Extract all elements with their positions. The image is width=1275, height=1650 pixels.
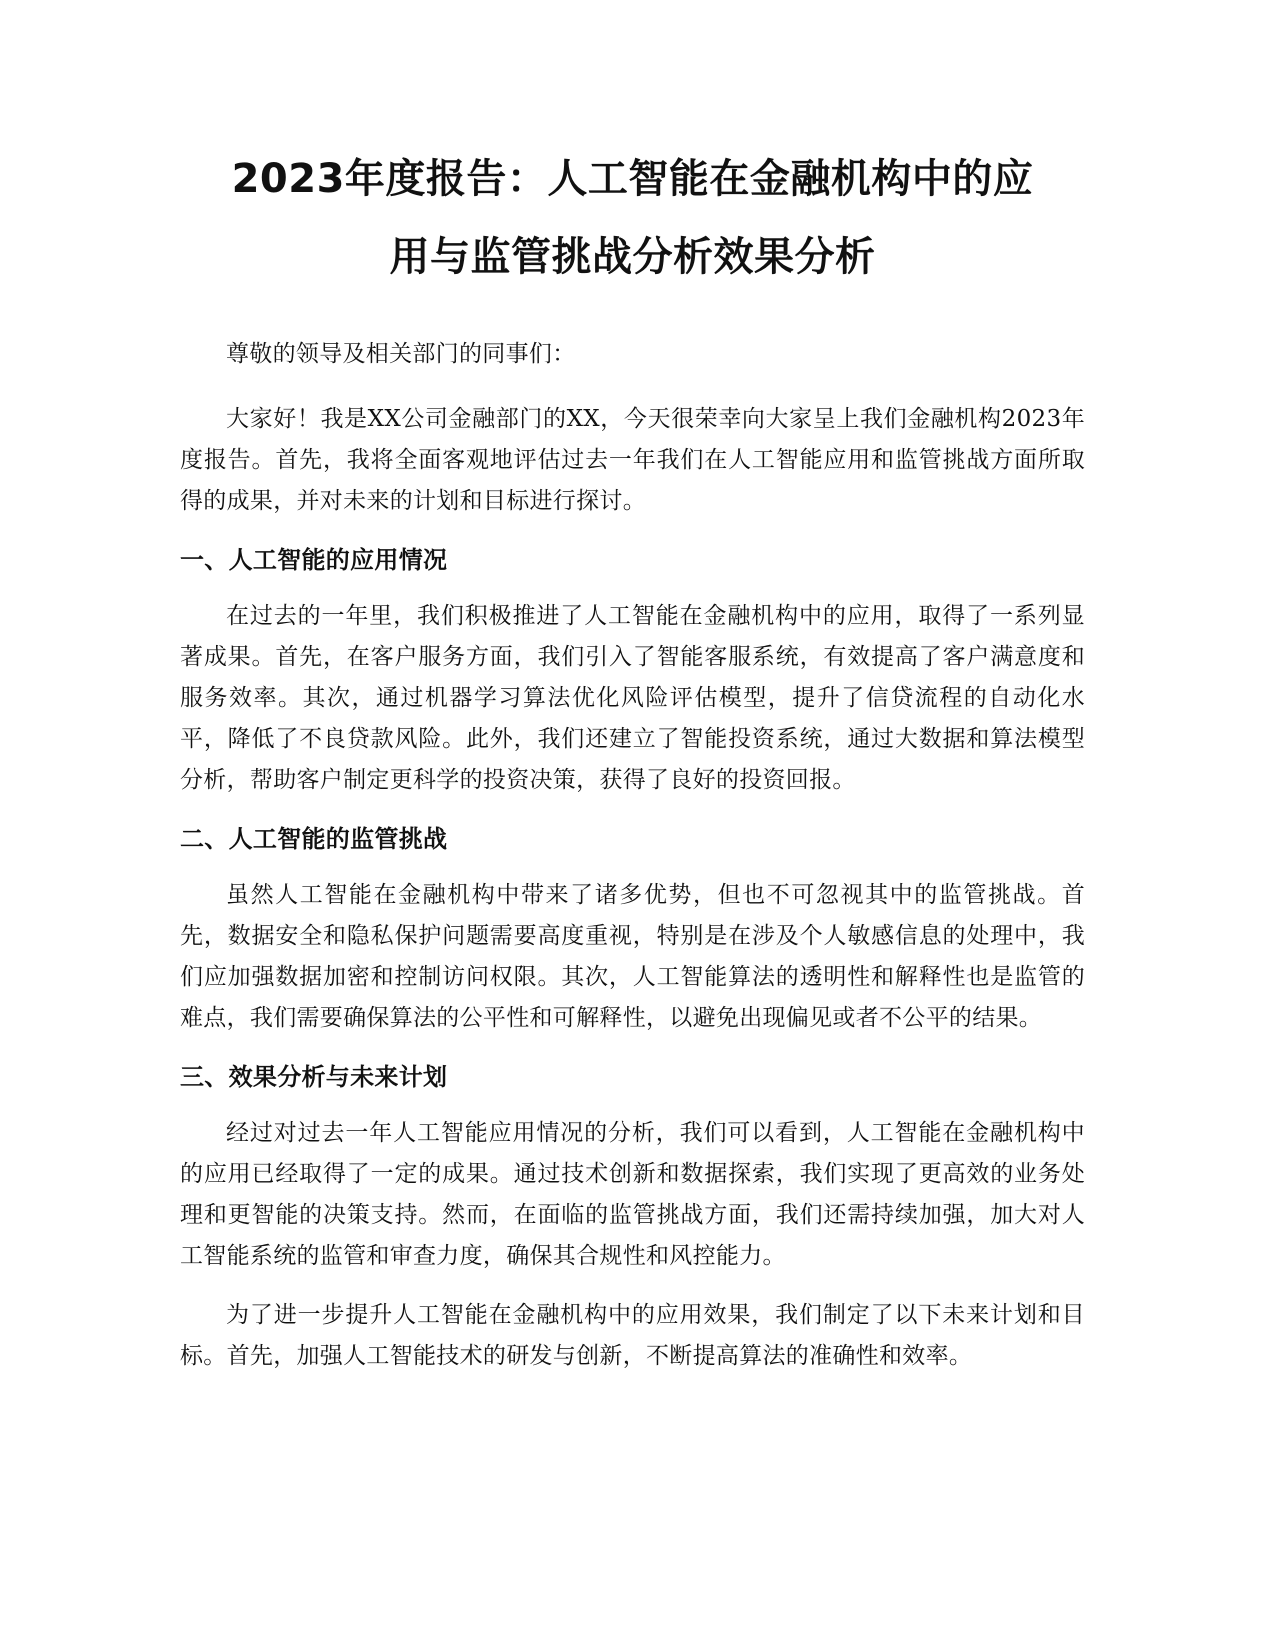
intro-paragraph: 大家好！我是XX公司金融部门的XX，今天很荣幸向大家呈上我们金融机构2023年度报告。首先，我将全面客观地评估过去一年我们在人工智能应用和监管挑战方面所取得的成果，并对未来的计划和目标进行探讨。 xyxy=(180,406,1085,514)
document-title xyxy=(180,140,1085,296)
section-regulation-paragraph: 虽然人工智能在金融机构中带来了诸多优势，但也不可忽视其中的监管挑战。首先，数据安全和隐私保护问题需要高度重视，特别是在涉及个人敏感信息的处理中，我们应加强数据加密和控制访问权限。其次，人工智能算法的透明性和解释性也是监管的难点，我们需要确保算法的公平性和可解释性，以避免出现偏见或者不公平的结果。 xyxy=(180,882,1085,1031)
section-heading-analysis: 三、效果分析与未来计划 xyxy=(180,1063,448,1091)
section-analysis-paragraph-2: 为了进一步提升人工智能在金融机构中的应用效果，我们制定了以下未来计划和目标。首先，加强人工智能技术的研发与创新，不断提高算法的准确性和效率。 xyxy=(180,1302,1085,1369)
section-analysis-paragraph-1: 经过对过去一年人工智能应用情况的分析，我们可以看到，人工智能在金融机构中的应用已经取得了一定的成果。通过技术创新和数据探索，我们实现了更高效的业务处理和更智能的决策支持。然而，在面临的监管挑战方面，我们还需持续加强，加大对人工智能系统的监管和审查力度，确保其合规性和风控能力。 xyxy=(180,1120,1085,1269)
section-application-paragraph: 在过去的一年里，我们积极推进了人工智能在金融机构中的应用，取得了一系列显著成果。首先，在客户服务方面，我们引入了智能客服系统，有效提高了客户满意度和服务效率。其次，通过机器学习算法优化风险评估模型，提升了信贷流程的自动化水平，降低了不良贷款风险。此外，我们还建立了智能投资系统，通过大数据和算法模型分析，帮助客户制定更科学的投资决策，获得了良好的投资回报。 xyxy=(180,603,1085,793)
title-line-2: 用与监管挑战分析效果分析 xyxy=(389,234,876,280)
section-heading-regulation: 二、人工智能的监管挑战 xyxy=(180,825,448,853)
title-line-1: 2023年度报告：人工智能在金融机构中的应 xyxy=(231,156,1034,202)
greeting-paragraph: 尊敬的领导及相关部门的同事们： xyxy=(226,341,576,367)
document-page xyxy=(180,140,1085,1395)
section-heading-application: 一、人工智能的应用情况 xyxy=(180,546,448,574)
